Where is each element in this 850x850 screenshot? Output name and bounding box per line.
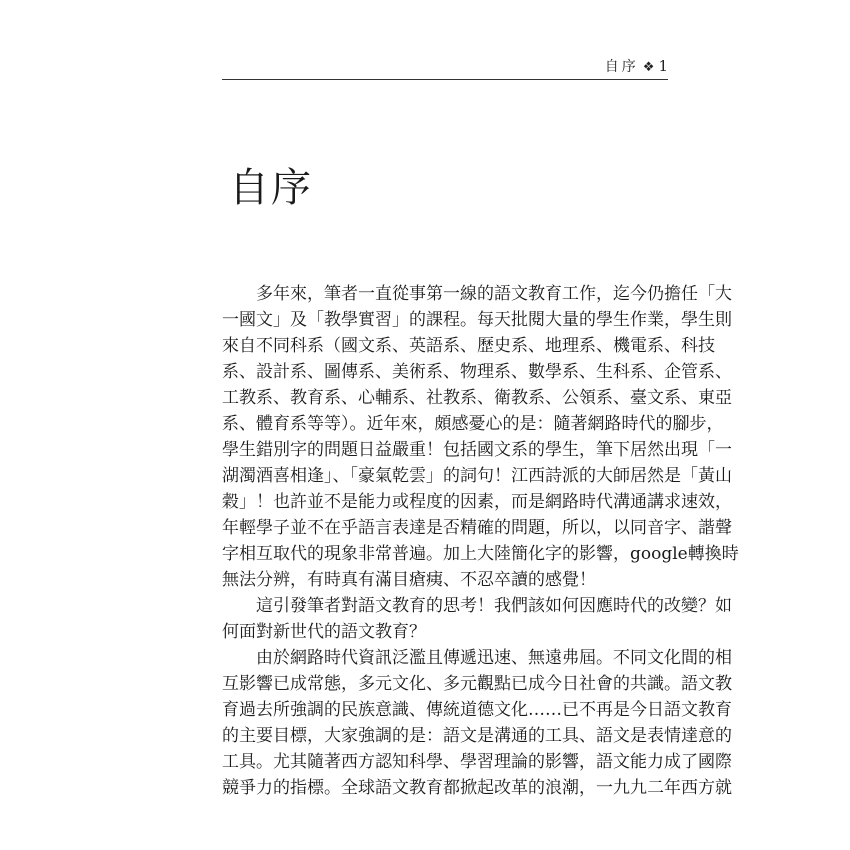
text-line: 年輕學子並不在乎語言表達是否精確的問題，所以，以同音字、諧聲 [222,518,732,538]
text-line: 的主要目標，大家強調的是：語文是溝通的工具、語文是表情達意的 [222,726,732,746]
text-line: 育過去所強調的民族意識、傳統道德文化……已不再是今日語文教育 [222,700,732,720]
text-line: 系、體育系等等）。近年來，頗感憂心的是：隨著網路時代的腳步， [222,414,724,434]
ornament-icon: ❖ [642,60,655,75]
running-head [222,57,668,75]
text-line: 一國文」及「教學實習」的課程。每天批閱大量的學生作業，學生則 [222,310,732,330]
body-text [222,281,739,801]
running-head-title: 自序 [604,59,639,75]
page-number: 1 [658,57,668,75]
text-line: 多年來，筆者一直從事第一線的語文教育工作，迄今仍擔任「大 [256,284,732,304]
text-line: 何面對新世代的語文教育？ [222,622,426,642]
text-line: 工教系、教育系、心輔系、社教系、衛教系、公領系、臺文系、東亞 [222,388,732,408]
text-line: 來自不同科系（國文系、英語系、歷史系、地理系、機電系、科技 [222,336,715,356]
text-line: 工具。尤其隨著西方認知科學、學習理論的影響，語文能力成了國際 [222,752,732,772]
paragraph [222,281,739,593]
header-rule [222,79,668,80]
text-line: 競爭力的指標。全球語文教育都掀起改革的浪潮，一九九二年西方就 [222,778,732,798]
text-line: 學生錯別字的問題日益嚴重！包括國文系的學生，筆下居然出現「一 [222,440,732,460]
paragraph [222,645,732,801]
text-line: 無法分辨，有時真有滿目瘡痍、不忍卒讀的感覺！ [222,570,596,590]
text-line: 穀」！也許並不是能力或程度的因素，而是網路時代溝通講求速效， [222,492,732,512]
text-line: 這引發筆者對語文教育的思考！我們該如何因應時代的改變？如 [256,596,732,616]
text-line: 字相互取代的現象非常普遍。加上大陸簡化字的影響，google轉換時 [222,544,739,564]
text-line: 由於網路時代資訊泛濫且傳遞迅速、無遠弗屆。不同文化間的相 [256,648,732,668]
chapter-title: 自序 [229,165,313,211]
paragraph [222,593,732,645]
text-line: 系、設計系、圖傳系、美術系、物理系、數學系、生科系、企管系、 [222,362,732,382]
text-line: 互影響已成常態，多元文化、多元觀點已成今日社會的共識。語文教 [222,674,732,694]
text-line: 湖濁酒喜相逢」、「豪氣乾雲」的詞句！江西詩派的大師居然是「黃山 [222,466,732,486]
